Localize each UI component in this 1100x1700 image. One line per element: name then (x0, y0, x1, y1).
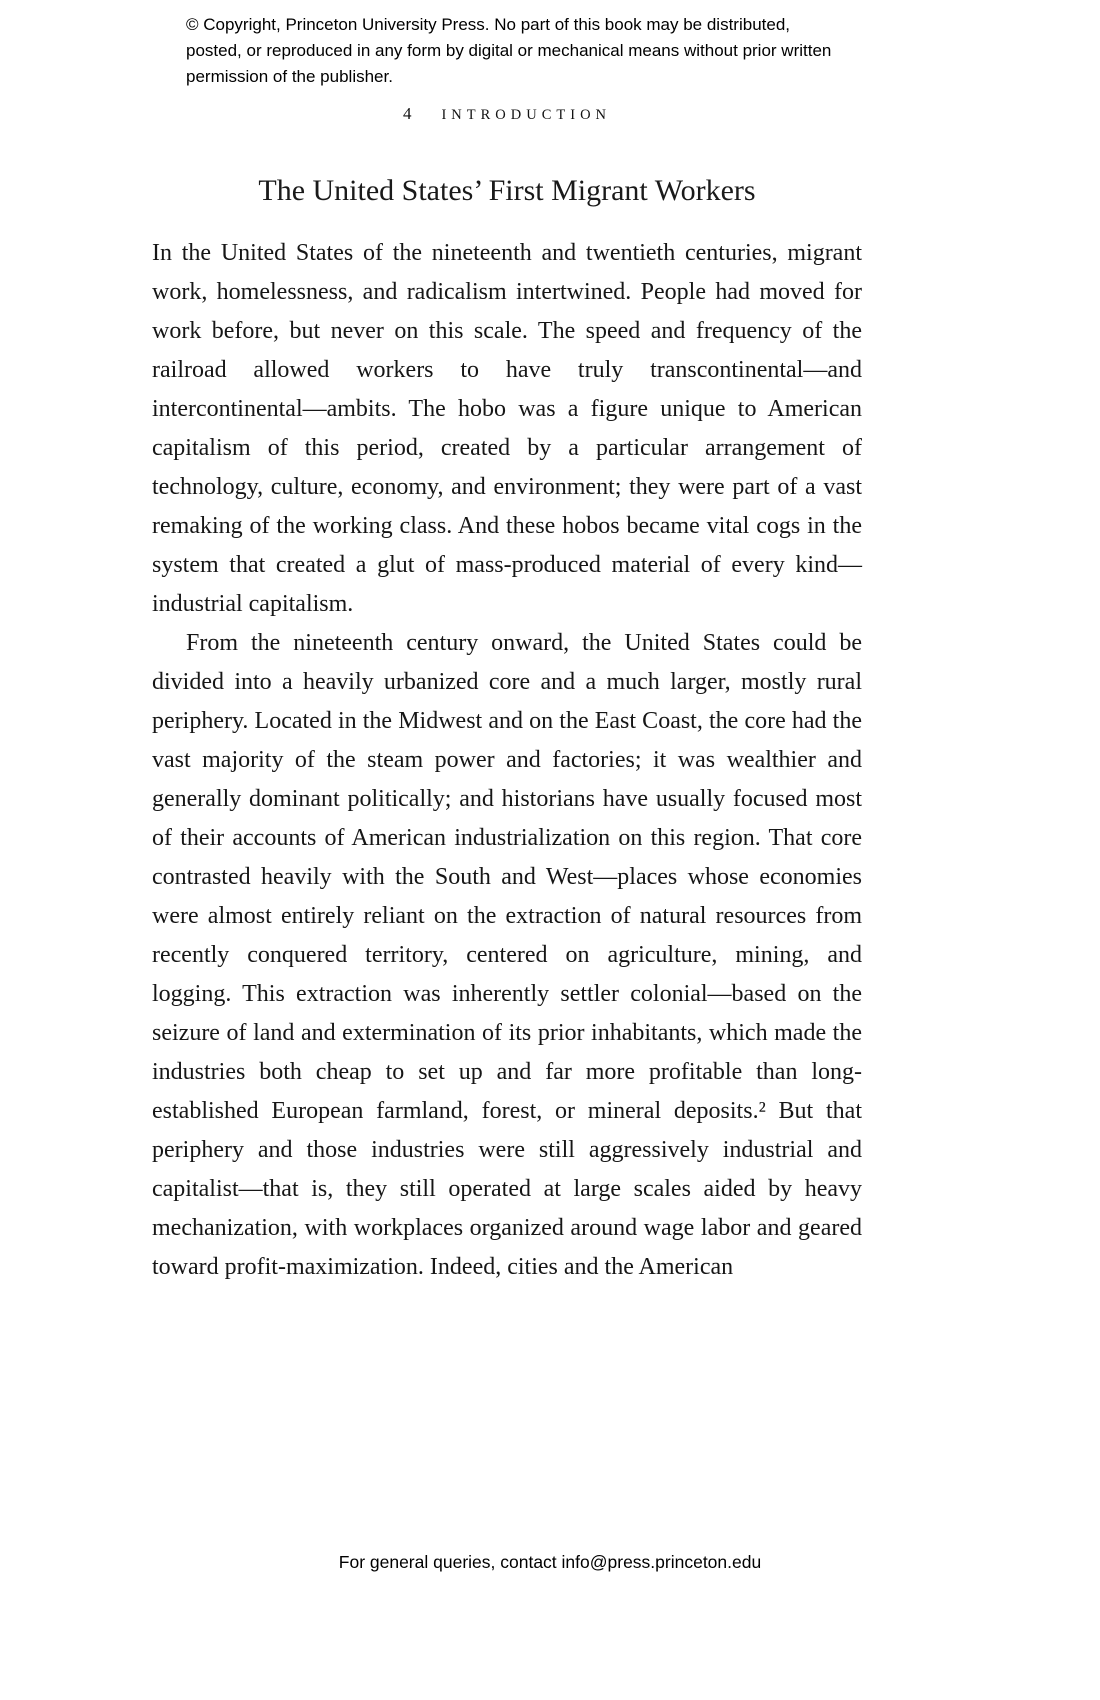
body-paragraph-2: From the nineteenth century onward, the United States could be divided into a heavily urbanized core and a much larger, mostly rural periphery. Located in the Midwest and on the East Coast, the core had the vast majority of the steam power and factories; it was wealthier and generally dominant politically; and historians have usually focused most of their accounts of American industrialization on this region. That core contrasted heavily with the South and West—places whose economies were almost entirely reliant on the extraction of natural resources from recently conquered territory, centered on agriculture, mining, and logging. This extraction was inherently settler colonial—based on the seizure of land and extermination of its prior inhabitants, which made the industries both cheap to set up and far more profitable than long-established European farmland, forest, or mineral deposits.² But that periphery and those industries were still aggressively industrial and capitalist—that is, they still operated at large scales aided by heavy mechanization, with workplaces organized around wage labor and geared toward profit-maximization. Indeed, cities and the American (152, 630, 862, 1280)
section-title: The United States’ First Migrant Workers (258, 174, 756, 207)
body-text (152, 234, 862, 1287)
running-head: INTRODUCTION (441, 107, 612, 123)
body-paragraph-1: In the United States of the nineteenth and twentieth centuries, migrant work, homelessness, and radicalism intertwined. People had moved for work before, but never on this scale. The speed and frequency of the railroad allowed workers to have truly transcontinental—and intercontinental—ambits. The hobo was a figure unique to American capitalism of this period, created by a particular arrangement of technology, culture, economy, and environment; they were part of a vast remaking of the working class. And these hobos became vital cogs in the system that created a glut of mass-produced material of every kind—industrial capitalism. (152, 240, 862, 617)
footer-contact: For general queries, contact info@press.princeton.edu (338, 1552, 762, 1572)
copyright-notice: © Copyright, Princeton University Press. No part of this book may be distributed, posted, or reproduced in any form by digital or mechanical means without prior written permission of the publisher. (186, 15, 832, 86)
page-number: 4 (402, 104, 412, 123)
running-header (152, 104, 862, 124)
